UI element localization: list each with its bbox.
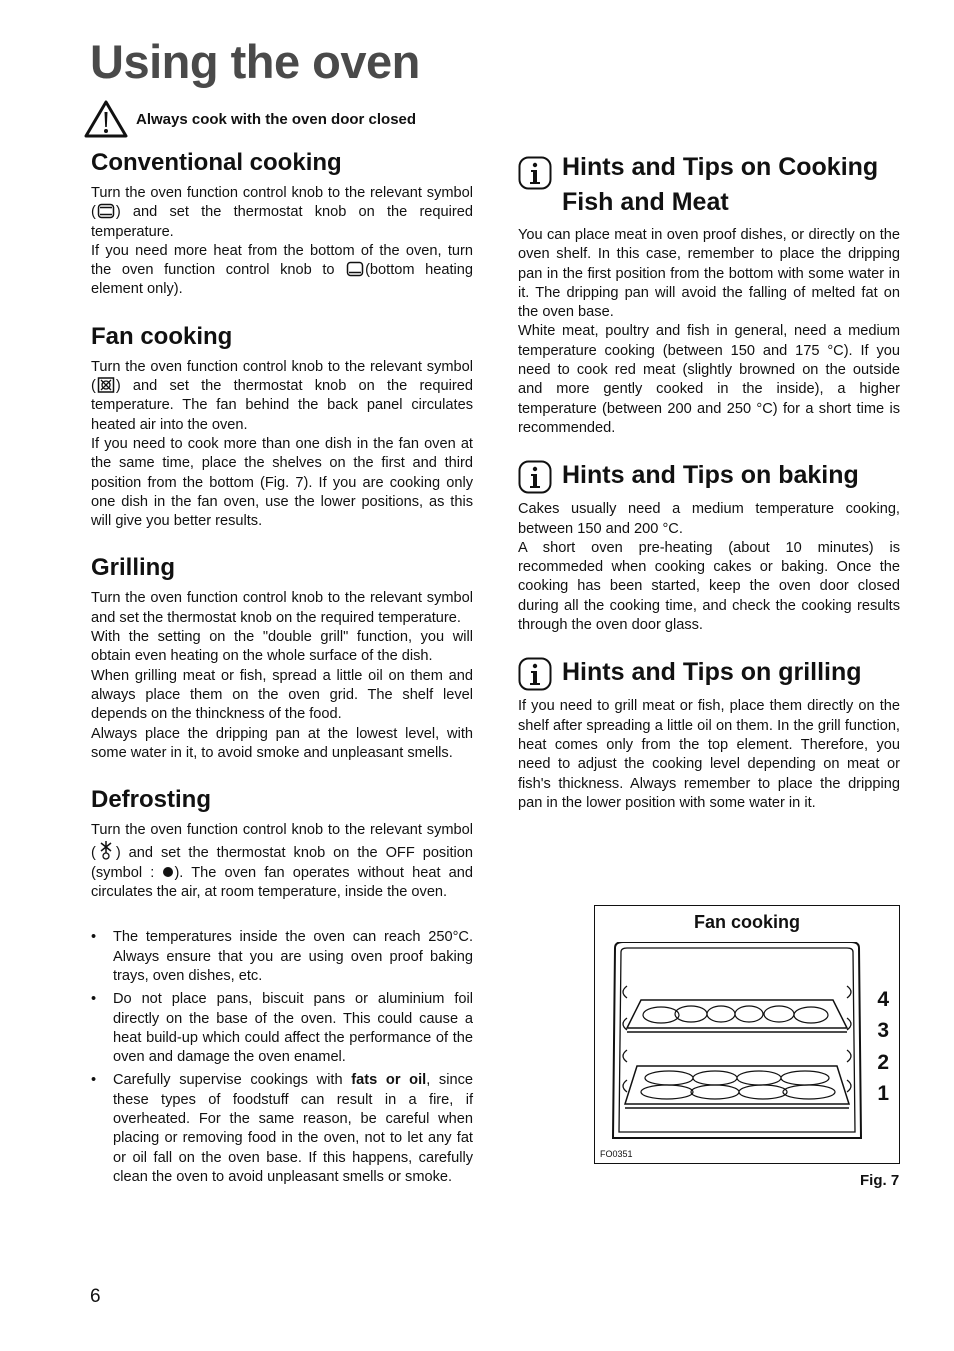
figure-title: Fan cooking [693,912,800,932]
left-column [91,148,473,1191]
warning-triangle-icon [84,100,128,138]
info-icon [518,460,552,494]
hints-baking-paragraph-1: Cakes usually need a medium temperature cooking, between 150 and 200 °C. [518,501,900,537]
hints-grilling-section [518,655,900,813]
conventional-heading: Conventional cooking [91,149,342,176]
oven-shelves-illustration [607,942,869,1146]
defrosting-section [91,785,473,902]
fan-paragraph-2: If you need to cook more than one dish in the fan oven at the same time, place the shelves on the first and third position from the bottom (Fig. 7). If you are cooking only one dish in the fan oven, use the lower positions, as this will give you better results. [91,435,473,530]
warning-notice [84,100,416,138]
grilling-paragraph-2: With the setting on the "double grill" function, you will obtain even heating on the whole surface of the dish. [91,629,473,665]
hints-baking-section [518,458,900,635]
info-icon [518,657,552,691]
defrosting-paragraph: Turn the oven function control knob to the relevant symbol ( ) and set the thermostat knob on the OFF position (symbol : ). The oven fan operates without heat and circulates the air, at room temperature, inside the oven. [91,822,473,901]
hints-grilling-header [518,655,900,691]
figure-caption: Fig. 7 [860,1172,900,1189]
right-column [518,150,900,835]
grilling-section [91,553,473,763]
defrost-symbol-icon [97,840,115,860]
shelf-level-3: 3 [877,1019,889,1042]
hints-fish-heading: Hints and Tips on Cooking Fish and Meat [562,153,879,216]
bottom-heat-symbol-icon [346,261,364,277]
hints-fish-section [518,150,900,438]
list-item: • Do not place pans, biscuit pans or aluminium foil directly on the base of the oven. This could cause a heat build-up which could affect the performance of the oven and damage the oven enamel. [91,990,473,1067]
fan-paragraph-1: Turn the oven function control knob to the relevant symbol ( ) and set the thermostat knob on the required temperature. The fan behind the back panel circulates heated air into the oven. [91,358,473,433]
conventional-paragraph-2: If you need more heat from the bottom of the oven, turn the oven function control knob to (bottom heating element only). [91,242,473,298]
list-item: • The temperatures inside the oven can reach 250°C. Always ensure that you are using oven proof baking trays, oven dishes, etc. [91,928,473,986]
grilling-paragraph-4: Always place the dripping pan at the lowest level, with some water in it, to avoid smoke and unpleasant smells. [91,725,473,761]
page-number: 6 [90,1286,101,1307]
fan-heading: Fan cooking [91,322,233,350]
fan-section [91,322,473,532]
safety-bullets [91,928,473,1187]
grilling-paragraph-3: When grilling meat or fish, spread a little oil on them and always place them on the oven grid. The shelf level depends on the thinckness of the food. [91,667,473,723]
conventional-paragraph-1: Turn the oven function control knob to the relevant symbol ( ) and set the thermostat knob on the required temperature. [91,185,473,240]
top-bottom-heat-symbol-icon [97,203,115,219]
hints-grilling-paragraph: If you need to grill meat or fish, place them directly on the shelf after spreading a little oil on them. In the grill function, heat comes only from the top element. Therefore, you need to adjust the cooking level depending on meat or fish's thickness. Always remember to place the dripping pan in the lower position with some water in it. [518,698,900,811]
shelf-level-2: 2 [877,1051,889,1074]
hints-fish-header [518,150,900,220]
conventional-section [91,148,473,300]
hints-grilling-heading: Hints and Tips on grilling [562,658,862,687]
hints-fish-paragraph-2: White meat, poultry and fish in general, need a medium temperature cooking (between 150 and 175 °C). If you need to cook red meat (slightly browned on the outside and more gently cooked in the inside), a higher temperature (between 200 and 250 °C) for a short time is recommended. [518,323,900,436]
hints-baking-heading: Hints and Tips on baking [562,461,859,490]
hints-baking-paragraph-2: A short oven pre-heating (about 10 minutes) is recommeded when cooking cakes or baking. Once the cooking has been started, keep the oven door closed during all the cooking time, and check the cooking results through the oven door glass. [518,539,900,634]
shelf-level-4: 4 [877,988,889,1011]
defrosting-heading: Defrosting [91,786,211,814]
fan-symbol-icon [97,377,115,393]
page-title: Using the oven [90,35,420,88]
grilling-paragraph-1: Turn the oven function control knob to the relevant symbol and set the thermostat knob on the required temperature. [91,590,473,626]
list-item: • Carefully supervise cookings with fats or oil, since these types of foodstuff can result in a fire, if overheated. For the same reason, be careful when placing or removing food in the oven, not to let any fat or oil fall on the oven base. If this happens, carefully clean the oven to avoid unpleasant smells or smoke. [91,1071,473,1187]
hints-baking-header [518,458,900,494]
grilling-heading: Grilling [91,554,175,582]
hints-fish-paragraph-1: You can place meat in oven proof dishes, or directly on the oven shelf. In this case, remember to place the dripping pan in the first position from the bottom with some water in it. The dripping pan will avoid the falling of melted fat on the oven base. [518,227,900,321]
off-dot-icon [163,867,173,877]
info-icon [518,156,552,190]
warning-text: Always cook with the oven door closed [136,110,417,128]
figure-code: FO0351 [600,1149,633,1159]
oven-figure [594,905,900,1164]
shelf-level-1: 1 [877,1082,889,1105]
